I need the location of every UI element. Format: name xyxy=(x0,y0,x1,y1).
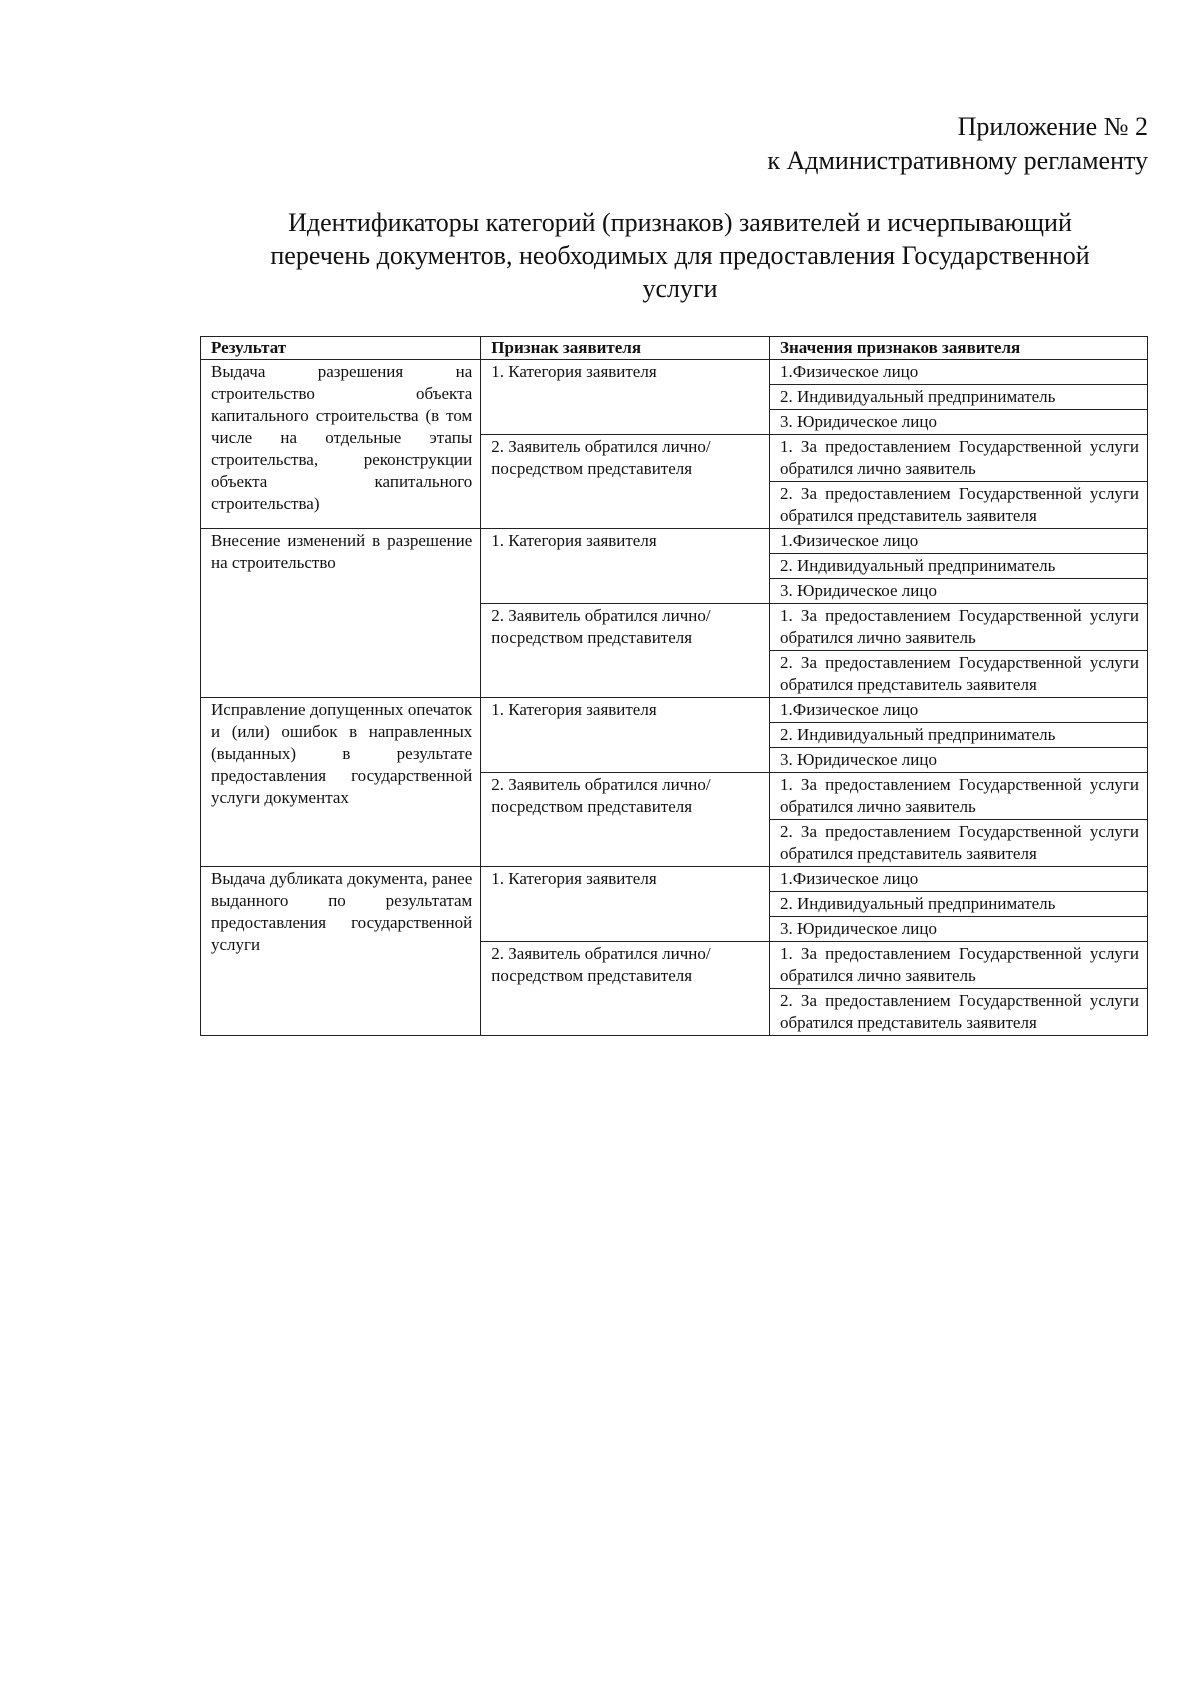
title-line-3: услуги xyxy=(642,274,718,303)
appendix-number: Приложение № 2 xyxy=(957,112,1148,141)
sign-value-cell: 2. За предоставлением Государственной услуги обратился представитель заявителя xyxy=(770,651,1148,698)
result-cell: Исправление допущенных опечаток и (или) ошибок в направленных (выданных) в результате предоставления государственной услуги документах xyxy=(201,698,481,867)
sign-value-cell: 3. Юридическое лицо xyxy=(770,579,1148,604)
table-row xyxy=(201,529,1148,554)
sign-value-cell: 1. За предоставлением Государственной услуги обратился лично заявитель xyxy=(770,604,1148,651)
sign-value-cell: 1. За предоставлением Государственной услуги обратился лично заявитель xyxy=(770,435,1148,482)
appendix-reference: к Административному регламенту xyxy=(767,146,1148,175)
result-cell: Выдача разрешения на строительство объекта капитального строительства (в том числе на отдельные этапы строительства, реконструкции объекта капитального строительства) xyxy=(201,360,481,529)
sign-value-cell: 1.Физическое лицо xyxy=(770,698,1148,723)
sign-value-cell: 2. За предоставлением Государственной услуги обратился представитель заявителя xyxy=(770,482,1148,529)
table-header-row xyxy=(201,337,1148,360)
sign-value-cell: 3. Юридическое лицо xyxy=(770,410,1148,435)
applicant-sign-cell: 1. Категория заявителя xyxy=(481,360,770,435)
sign-value-cell: 2. За предоставлением Государственной услуги обратился представитель заявителя xyxy=(770,820,1148,867)
sign-value-cell: 1.Физическое лицо xyxy=(770,867,1148,892)
applicant-criteria-table xyxy=(200,336,1148,1036)
column-header-result: Результат xyxy=(201,337,481,360)
document-title xyxy=(200,206,1160,305)
column-header-values: Значения признаков заявителя xyxy=(770,337,1148,360)
table-body xyxy=(201,360,1148,1036)
table-row xyxy=(201,698,1148,723)
table-row xyxy=(201,360,1148,385)
applicant-sign-cell: 2. Заявитель обратился лично/посредством представителя xyxy=(481,435,770,529)
title-line-2: перечень документов, необходимых для предоставления Государственной xyxy=(270,241,1090,270)
applicant-sign-cell: 2. Заявитель обратился лично/посредством представителя xyxy=(481,773,770,867)
sign-value-cell: 2. Индивидуальный предприниматель xyxy=(770,723,1148,748)
sign-value-cell: 1. За предоставлением Государственной услуги обратился лично заявитель xyxy=(770,773,1148,820)
sign-value-cell: 2. Индивидуальный предприниматель xyxy=(770,892,1148,917)
applicant-sign-cell: 2. Заявитель обратился лично/посредством представителя xyxy=(481,604,770,698)
applicant-sign-cell: 1. Категория заявителя xyxy=(481,529,770,604)
sign-value-cell: 2. Индивидуальный предприниматель xyxy=(770,385,1148,410)
sign-value-cell: 3. Юридическое лицо xyxy=(770,748,1148,773)
table-row xyxy=(201,867,1148,892)
sign-value-cell: 3. Юридическое лицо xyxy=(770,917,1148,942)
result-cell: Внесение изменений в разрешение на строительство xyxy=(201,529,481,698)
title-line-1: Идентификаторы категорий (признаков) заявителей и исчерпывающий xyxy=(288,208,1072,237)
appendix-header xyxy=(767,110,1148,178)
column-header-sign: Признак заявителя xyxy=(481,337,770,360)
applicant-sign-cell: 2. Заявитель обратился лично/посредством представителя xyxy=(481,942,770,1036)
applicant-sign-cell: 1. Категория заявителя xyxy=(481,698,770,773)
result-cell: Выдача дубликата документа, ранее выданного по результатам предоставления государственной услуги xyxy=(201,867,481,1036)
sign-value-cell: 2. Индивидуальный предприниматель xyxy=(770,554,1148,579)
sign-value-cell: 1.Физическое лицо xyxy=(770,360,1148,385)
sign-value-cell: 1.Физическое лицо xyxy=(770,529,1148,554)
applicant-sign-cell: 1. Категория заявителя xyxy=(481,867,770,942)
sign-value-cell: 2. За предоставлением Государственной услуги обратился представитель заявителя xyxy=(770,989,1148,1036)
sign-value-cell: 1. За предоставлением Государственной услуги обратился лично заявитель xyxy=(770,942,1148,989)
